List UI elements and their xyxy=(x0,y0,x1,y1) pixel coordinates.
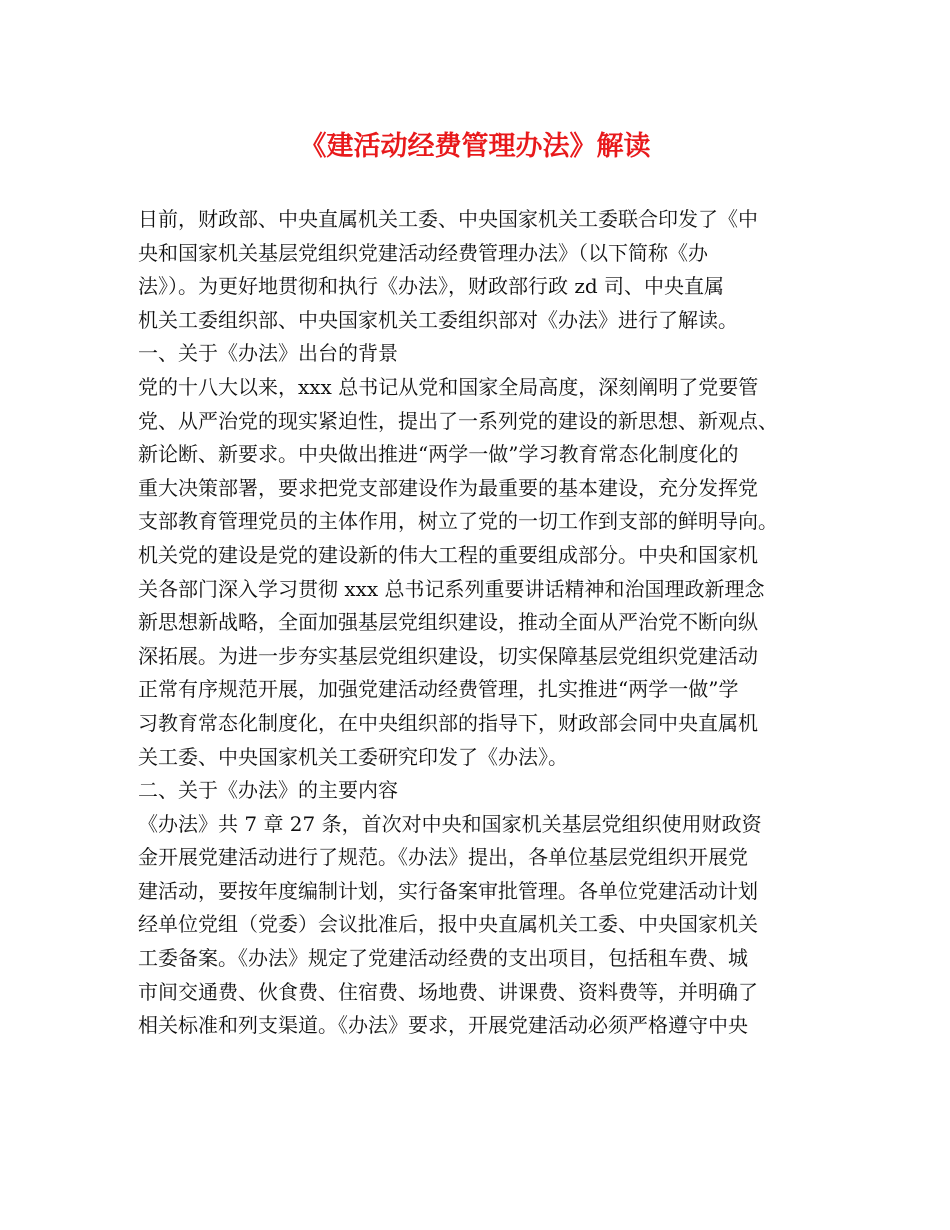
body-line: 正常有序规范开展，加强党建活动经费管理，扎实推进“两学一做”学 xyxy=(138,677,739,702)
document-title: 《建活动经费管理办法》解读 xyxy=(299,131,651,162)
body-line: 市间交通费、伙食费、住宿费、场地费、讲课费、资料费等，并明确了 xyxy=(138,979,758,1004)
body-line: 《办法》共 7 章 27 条，首次对中央和国家机关基层党组织使用财政资 xyxy=(138,811,762,836)
body-line: 相关标准和列支渠道。《办法》要求，开展党建活动必须严格遵守中央 xyxy=(138,1013,748,1038)
body-line: 新思想新战略，全面加强基层党组织建设，推动全面从严治党不断向纵 xyxy=(138,610,758,635)
body-line: 机关党的建设是党的建设新的伟大工程的重要组成部分。中央和国家机 xyxy=(138,542,758,567)
body-line: 日前，财政部、中央直属机关工委、中央国家机关工委联合印发了《中 xyxy=(138,207,758,231)
body-line: 央和国家机关基层党组织党建活动经费管理办法》（以下简称《办 xyxy=(138,240,708,265)
body-line: 支部教育管理党员的主体作用，树立了党的一切工作到支部的鲜明导向。 xyxy=(138,509,778,534)
document-body xyxy=(138,203,818,1043)
body-line: 党的十八大以来，xxx 总书记从党和国家全局高度，深刻阐明了党要管 xyxy=(138,374,759,399)
body-line: 建活动，要按年度编制计划，实行备案审批管理。各单位党建活动计划 xyxy=(138,878,758,903)
section-heading-1: 一、关于《办法》出台的背景 xyxy=(138,341,398,366)
body-line: 工委备案。《办法》规定了党建活动经费的支出项目，包括租车费、城 xyxy=(138,946,748,971)
body-line: 关工委、中央国家机关工委研究印发了《办法》。 xyxy=(138,744,568,769)
body-line: 新论断、新要求。中央做出推进“两学一做”学习教育常态化制度化的 xyxy=(138,442,739,467)
section-heading-2: 二、关于《办法》的主要内容 xyxy=(138,778,398,803)
body-line: 经单位党组（党委）会议批准后，报中央直属机关工委、中央国家机关 xyxy=(138,912,758,937)
body-line: 金开展党建活动进行了规范。《办法》提出，各单位基层党组织开展党 xyxy=(138,845,748,870)
body-line: 法》）。为更好地贯彻和执行《办法》，财政部行政 zd 司、中央直属 xyxy=(138,274,725,299)
body-line: 关各部门深入学习贯彻 xxx 总书记系列重要讲话精神和治国理政新理念 xyxy=(138,576,765,601)
body-line: 重大决策部署，要求把党支部建设作为最重要的基本建设，充分发挥党 xyxy=(138,475,758,500)
body-line: 习教育常态化制度化，在中央组织部的指导下，财政部会同中央直属机 xyxy=(138,710,758,735)
body-line: 党、从严治党的现实紧迫性，提出了一系列党的建设的新思想、新观点、 xyxy=(138,408,778,433)
body-line: 机关工委组织部、中央国家机关工委组织部对《办法》进行了解读。 xyxy=(138,307,738,332)
body-line: 深拓展。为进一步夯实基层党组织建设，切实保障基层党组织党建活动 xyxy=(138,643,758,668)
